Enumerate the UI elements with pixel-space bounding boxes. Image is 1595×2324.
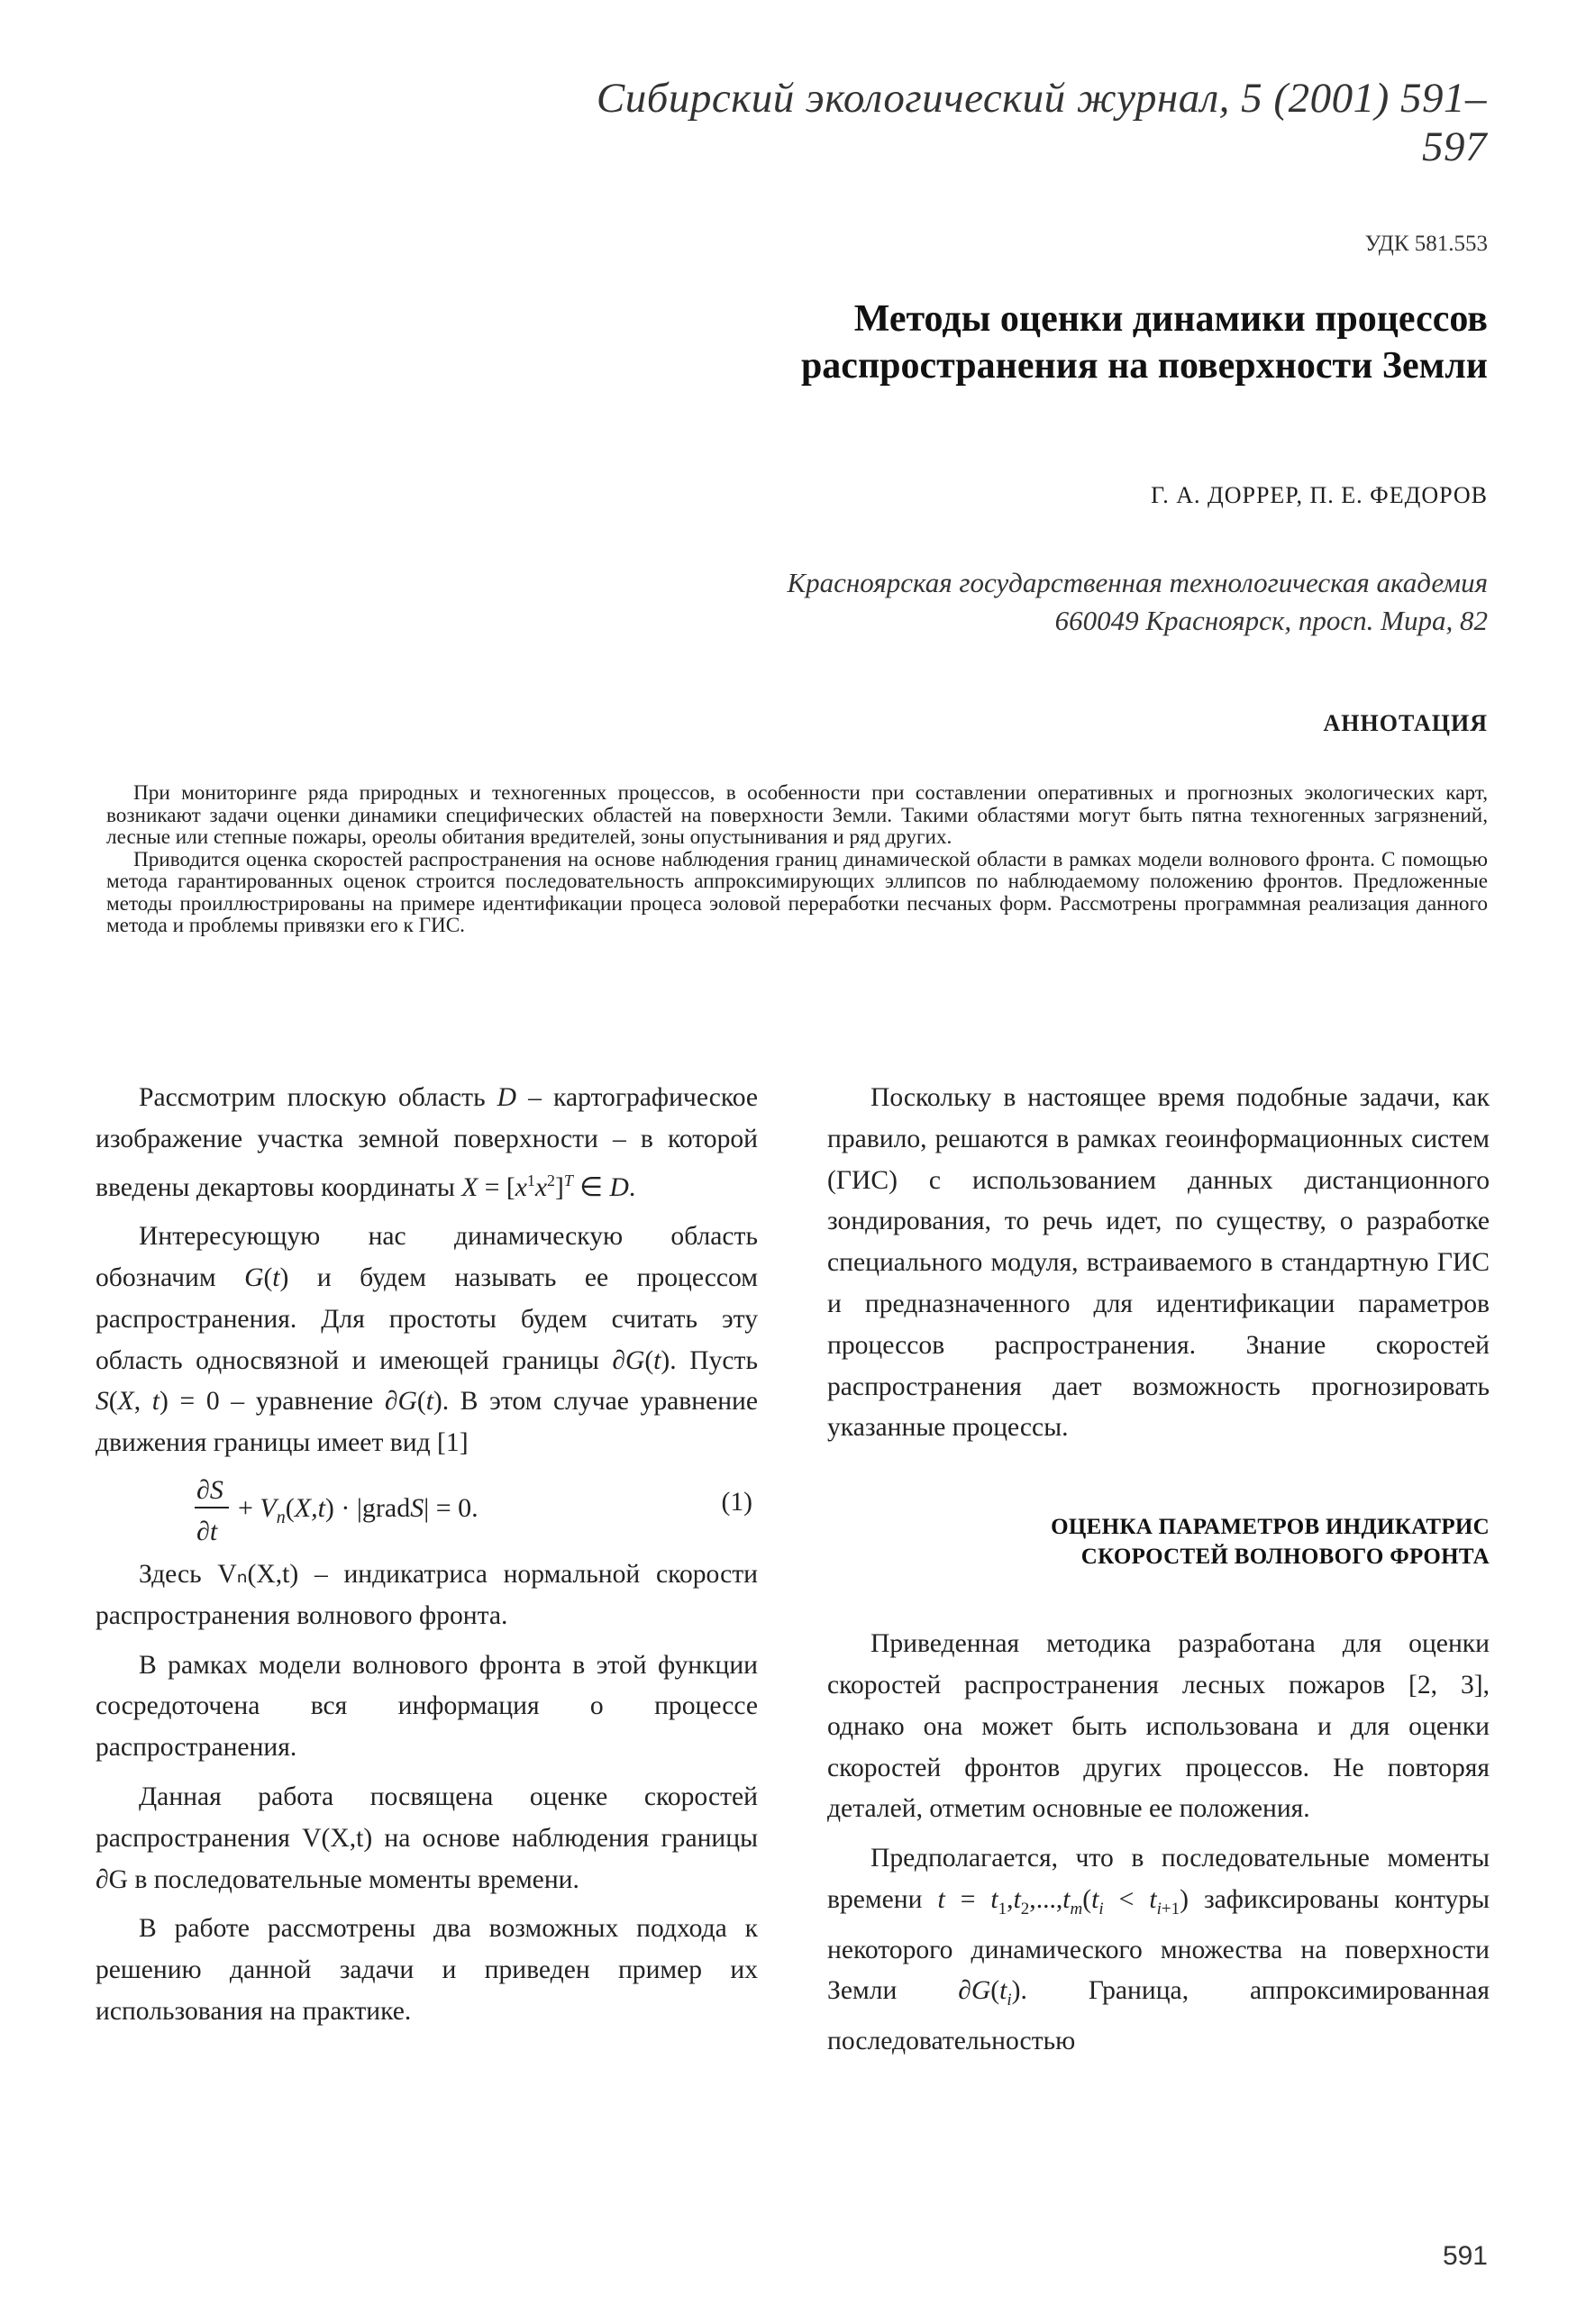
udk-code: УДК 581.553 [1364, 232, 1488, 256]
paragraph-purpose: Данная работа посвящена оценке скоростей распространения V(X,t) на основе наблюдения границы ∂G в последовательные моменты времени. [96, 1782, 758, 1894]
abstract-paragraph: Приводится оценка скоростей распространения на основе наблюдения границ динамической области в рамках модели волнового фронта. С помощью метода гарантированных оценок строится последовательность аппроксимирующих эллипсов по наблюдаемому положению фронтов. Предложенные методы проиллюстрированы на примере идентификации процеса эоловой переработки песчаных форм. Рассмотрены программная реализация данного метода и проблемы привязки его к ГИС. [106, 847, 1488, 937]
equation-1 [96, 1466, 758, 1551]
abstract-heading: АННОТАЦИЯ [1323, 710, 1488, 736]
paragraph-approaches: В работе рассмотрены два возможных подхода к решению данной задачи и приведен пример их использования на практике. [96, 1914, 758, 2026]
paragraph-intro: Рассмотрим плоскую область D – картографическое изображение участка земной поверхности – в которой введены декартовы координаты $X = [x^1x^2]^T$ ∈ D. [96, 1083, 758, 1202]
abstract-paragraph: При мониторинге ряда природных и техногенных процессов, в особенности при составлении оперативных и прогнозных экологических карт, возникают задачи оценки динамики специфических областей на поверхности Земли. Такими областями могут быть пятна техногенных загрязнений, лесные или степные пожары, ореолы обитания вредителей, зоны опустынивания и ряд других. [106, 781, 1488, 849]
affiliation [541, 564, 1488, 640]
abstract [106, 782, 1488, 937]
journal-header: Сибирский экологический журнал, 5 (2001) 591–597 [596, 75, 1487, 170]
section-heading [827, 1512, 1490, 1572]
svg-text:∂S: ∂S [196, 1475, 223, 1506]
section-heading-line: СКОРОСТЕЙ ВОЛНОВОГО ФРОНТА [1080, 1545, 1490, 1570]
paragraph-assumption: Предполагается, что в последовательные моменты времени $t = t_1,t_2,...,t_m(t_i < t_{i+1})$ зафиксированы контуры некоторого динамического множества на поверхности Земли $\partial G(t_i)$. Граница, аппроксимированная последовательностью [827, 1844, 1490, 2056]
svg-text:+ Vn(X,t) · |gradS| = 0.: + $V_n(X,t)$ · |gradS| = 0. [238, 1493, 478, 1528]
paragraph-gis: Поскольку в настоящее время подобные задачи, как правило, решаются в рамках геоинформационных систем (ГИС) с использованием данных дистанционного зондирования, то речь идет, по существу, о разработке специального модуля, встраиваемого в стандартную ГИС и предназначенного для идентификации параметров процессов распространения. Знание скоростей распространения дает возможность прогнозировать указанные процессы. [827, 1083, 1490, 1443]
paragraph-method: Приведенная методика разработана для оценки скоростей распространения лесных пожаров [2, 3], однако она может быть использована и для оценки скоростей фронтов других процессов. Не повторяя деталей, отметим основные ее положения. [827, 1629, 1490, 1824]
authors: Г. А. ДОРРЕР, П. Е. ФЕДОРОВ [1151, 482, 1488, 508]
title-line: Методы оценки динамики процессов [853, 298, 1488, 340]
title-line: распространения на поверхности Земли [800, 345, 1488, 387]
left-column [96, 1078, 758, 2033]
affiliation-line: 660049 Красноярск, просп. Мира, 82 [1054, 605, 1488, 636]
article-title [541, 296, 1488, 389]
paragraph-region: Интересующую нас динамическую область обозначим G(t) и будем называть ее процессом распространения. Для простоты будем считать эту область односвязной и имеющей границы ∂G(t). Пусть S(X, t) = 0 – уравнение ∂G(t). В этом случае уравнение движения границы имеет вид [1] [96, 1222, 759, 1458]
equation-graphic [96, 1466, 758, 1551]
paragraph-model: В рамках модели волнового фронта в этой функции сосредоточена вся информация о процессе распространения. [96, 1650, 758, 1763]
affiliation-line: Красноярская государственная технологическая академия [787, 567, 1488, 598]
right-column [827, 1078, 1490, 2063]
page-number: 591 [1442, 2241, 1488, 2271]
svg-text:∂t: ∂t [196, 1517, 218, 1547]
paragraph-indicatrix: Здесь Vₙ(X,t) – индикатриса нормальной скорости распространения волнового фронта. [96, 1560, 758, 1630]
equation-label: (1) [721, 1488, 752, 1517]
section-heading-line: ОЦЕНКА ПАРАМЕТРОВ ИНДИКАТРИС [1051, 1515, 1490, 1540]
